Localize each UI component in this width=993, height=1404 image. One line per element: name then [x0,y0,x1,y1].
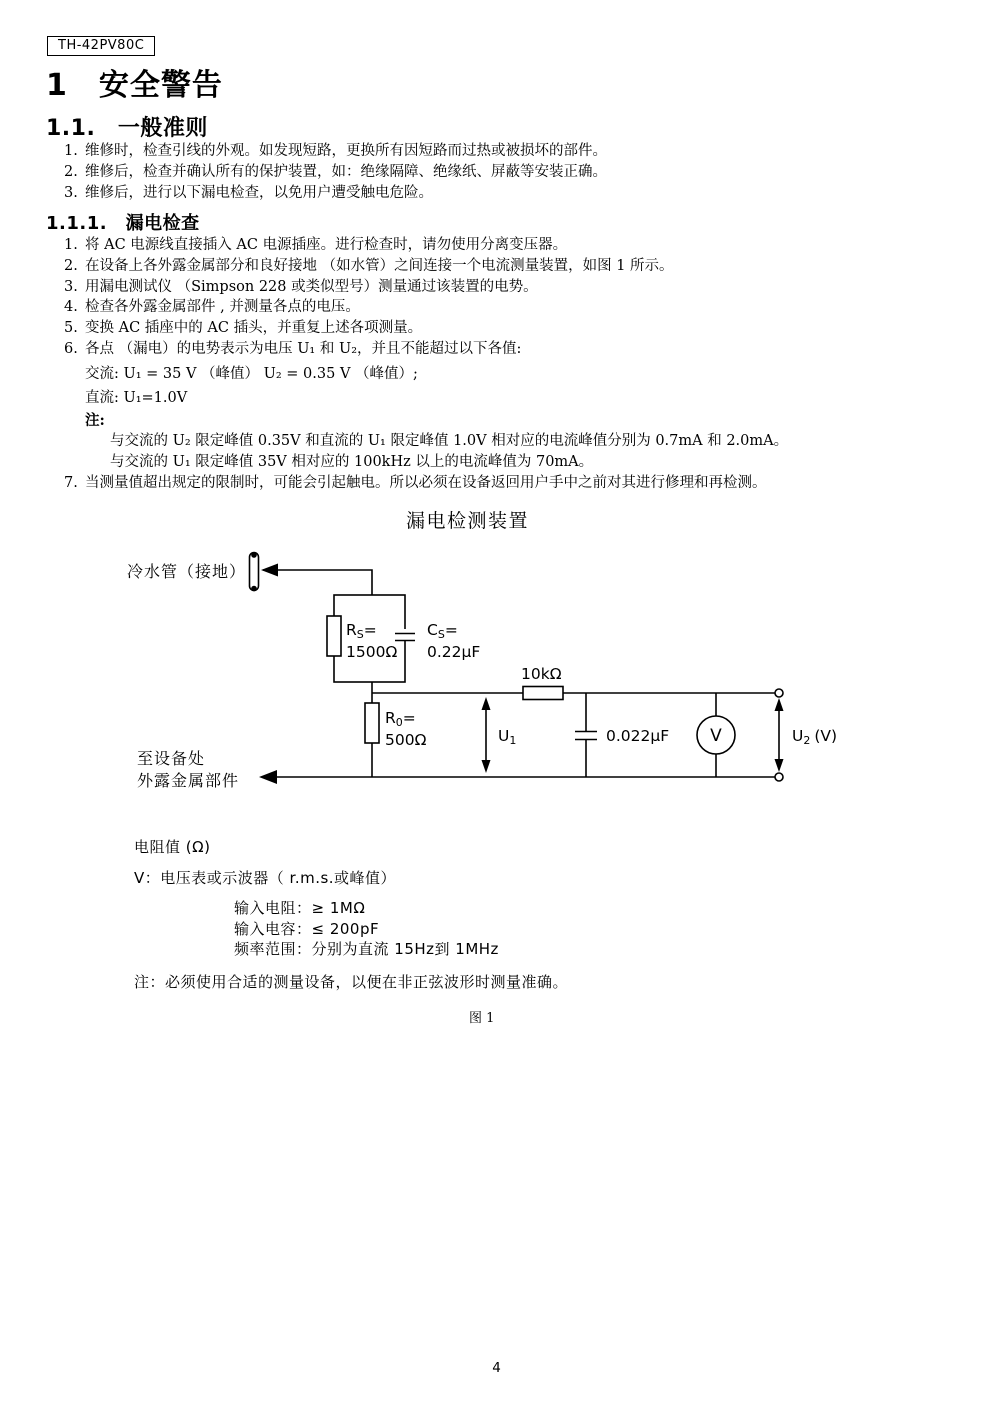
leakage-detection-circuit-diagram [0,540,993,800]
list-item [64,235,788,256]
item-number: 1. [64,143,78,159]
subsection-title-leakage-check: 1.1.1. 漏电检查 [46,213,200,234]
ac-limit-line: 交流: U₁ = 35 V （峰值） U₂ = 0.35 V （峰值）; [85,365,418,382]
r0-value: 500Ω [385,731,427,749]
left-arrowhead-top [261,564,278,577]
list-item [64,277,788,298]
list-item [64,162,607,183]
list-item [64,141,607,162]
ground-electrode [250,552,259,591]
filter-cap-value: 0.022µF [606,727,670,745]
cold-pipe-label: 冷水管（接地） [126,562,246,581]
dc-limit-line: 直流: U₁=1.0V [85,389,188,406]
item-number: 4. [64,299,78,316]
item-text: 用漏电测试仪 （Simpson 228 或类似型号）测量通过该装置的电势。 [85,278,538,295]
list-item [64,183,607,204]
terminal-bottom [775,773,783,781]
item-number: 3. [64,278,78,295]
list-item [64,318,788,339]
u1-label: U1 [498,727,517,747]
item-number: 7. [64,474,78,491]
note-label: 注: [85,411,105,429]
u2-label: U2 (V) [792,727,838,747]
item-number: 2. [64,257,78,274]
item-number: 3. [64,184,78,201]
leakage-check-list [64,235,788,494]
item-text: 维修时，检查引线的外观。如发现短路，更换所有因短路而过热或被损坏的部件。 [85,143,607,159]
capacitor-cs [395,629,415,641]
list-item [64,256,788,277]
voltmeter-symbol: V [710,726,722,746]
item-text: 检查各外露金属部件 , 并测量各点的电压。 [85,299,360,316]
figure-caption: 图 1 [469,1011,495,1026]
r0-label: R0= [385,709,416,729]
left-arrowhead-bottom [259,770,277,784]
input-capacitance-spec: 输入电容：≤ 200pF [234,919,380,938]
u2-arrow [775,698,784,772]
list-item [64,339,788,360]
general-rules-list [64,141,607,203]
list-item [64,297,788,318]
to-device-label-line1: 至设备处 [137,749,206,768]
resistor-r0 [365,693,379,777]
item-number: 2. [64,163,78,180]
measurement-note: 注：必须使用合适的测量设备，以便在非正弦波形时测量准确。 [134,973,569,991]
item-number: 1. [64,237,78,253]
frequency-range-spec: 频率范围：分别为直流 15Hz到 1MHz [234,940,499,958]
rs-value: 1500Ω [346,643,398,661]
to-device-label-line2: 外露金属部件 [137,771,240,790]
item-text: 维修后，进行以下漏电检查，以免用户遭受触电危险。 [85,184,433,201]
capacitor-filter [575,693,597,777]
resistor-10k [523,687,563,700]
cs-label: CS= [427,621,458,641]
terminal-top [775,689,783,697]
item-number: 6. [64,340,78,357]
u1-arrow [482,697,491,773]
item-text: 将 AC 电源线直接插入 AC 电源插座。进行检查时，请勿使用分离变压器。 [85,237,568,253]
voltmeter-note: V：电压表或示波器（ r.m.s.或峰值） [134,869,397,887]
item-text: 各点 （漏电）的电势表示为电压 U₁ 和 U₂，并且不能超过以下各值: [85,340,522,357]
item-text: 变换 AC 插座中的 AC 插头，并重复上述各项测量。 [85,320,423,337]
section-title: 1 安全警告 [46,68,223,103]
page-number: 4 [492,1360,501,1376]
item-text: 在设备上各外露金属部分和良好接地 （如水管）之间连接一个电流测量装置，如图 1 所示。 [85,257,674,274]
resistor-10k-label: 10kΩ [521,665,562,683]
rs-label: RS= [346,621,377,641]
item-number: 5. [64,320,78,337]
figure-title: 漏电检测装置 [406,510,530,532]
item-text: 维修后，检查并确认所有的保护装置，如：绝缘隔障、绝缘纸、屏蔽等安装正确。 [85,163,607,180]
wire-to-electrode [263,570,372,595]
meter-specs [234,898,499,960]
resistance-note: 电阻值 (Ω) [134,838,211,856]
model-number-box: TH-42PV80C [47,36,155,56]
input-resistance-spec: 输入电阻：≥ 1MΩ [234,899,366,917]
resistor-rs [327,616,341,656]
note-line: 与交流的 U₁ 限定峰值 35V 相对应的 100kHz 以上的电流峰值为 70mA。 [110,453,594,470]
cs-value: 0.22µF [427,643,481,661]
item-text: 当测量值超出规定的限制时，可能会引起触电。所以必须在设备返回用户手中之前对其进行修理和再检测。 [85,474,767,491]
subsection-title-general-rules: 1.1. 一般准则 [46,116,208,141]
note-line: 与交流的 U₂ 限定峰值 0.35V 和直流的 U₁ 限定峰值 1.0V 相对应的电流峰值分别为 0.7mA 和 2.0mA。 [110,432,789,449]
list-item [64,473,788,495]
